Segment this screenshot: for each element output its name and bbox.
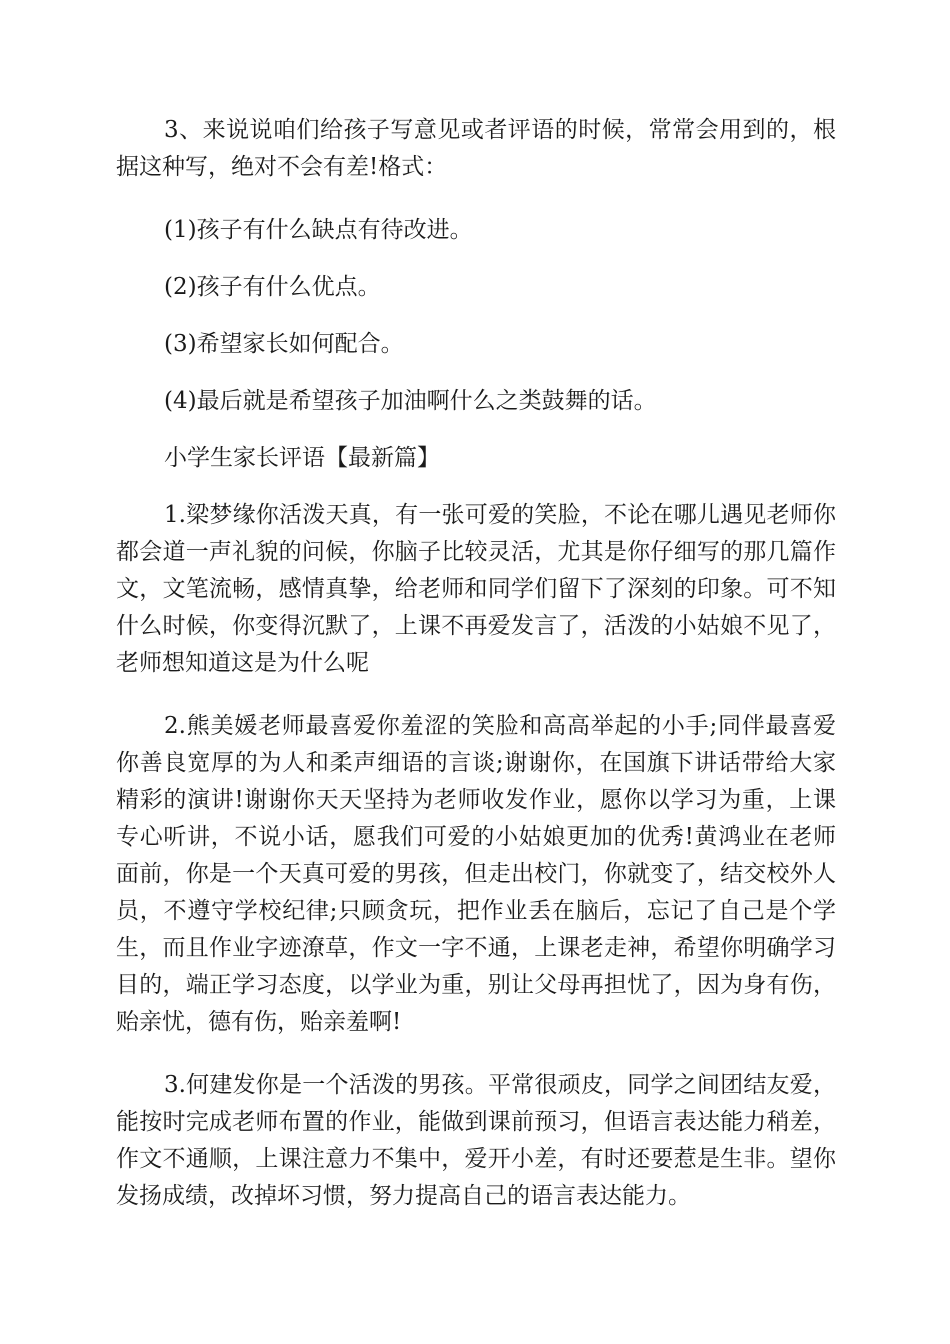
comment-paragraph: 3.何建发你是一个活泼的男孩。平常很顽皮，同学之间团结友爱，能按时完成老师布置的作业，能做到课前预习，但语言表达能力稍差，作文不通顺，上课注意力不集中，爱开小差，有时还要惹是生非。望你发扬成绩，改掉坏习惯，努力提高自己的语言表达能力。 xyxy=(116,1072,836,1209)
intro-paragraph: 3、来说说咱们给孩子写意见或者评语的时候，常常会用到的，根据这种写，绝对不会有差!格式： xyxy=(116,117,836,180)
comment-paragraph: 1.梁梦缘你活泼天真，有一张可爱的笑脸，不论在哪儿遇见老师你都会道一声礼貌的问候，你脑子比较灵活，尤其是你仔细写的那几篇作文，文笔流畅，感情真挚，给老师和同学们留下了深刻的印象。可不知什么时候，你变得沉默了，上课不再爱发言了，活泼的小姑娘不见了，老师想知道这是为什么呢 xyxy=(116,502,836,676)
section-heading: 小学生家长评语【最新篇】 xyxy=(164,445,440,471)
format-item: (3)希望家长如何配合。 xyxy=(164,331,404,357)
comment-paragraph: 2.熊美媛老师最喜爱你羞涩的笑脸和高高举起的小手;同伴最喜爱你善良宽厚的为人和柔声细语的言谈;谢谢你，在国旗下讲话带给大家精彩的演讲!谢谢你天天坚持为老师收发作业，愿你以学习为重，上课专心听讲，不说小话，愿我们可爱的小姑娘更加的优秀!黄鸿业在老师面前，你是一个天真可爱的男孩，但走出校门，你就变了，结交校外人员，不遵守学校纪律;只顾贪玩，把作业丢在脑后，忘记了自己是个学生，而且作业字迹潦草，作文一字不通，上课老走神，希望你明确学习目的，端正学习态度，以学业为重，别让父母再担忧了，因为身有伤，贻亲忧，德有伤，贻亲羞啊! xyxy=(116,713,836,1035)
format-item: (1)孩子有什么缺点有待改进。 xyxy=(164,217,473,243)
format-item: (2)孩子有什么优点。 xyxy=(164,274,381,300)
document-body xyxy=(116,112,836,1215)
format-item: (4)最后就是希望孩子加油啊什么之类鼓舞的话。 xyxy=(164,388,657,414)
